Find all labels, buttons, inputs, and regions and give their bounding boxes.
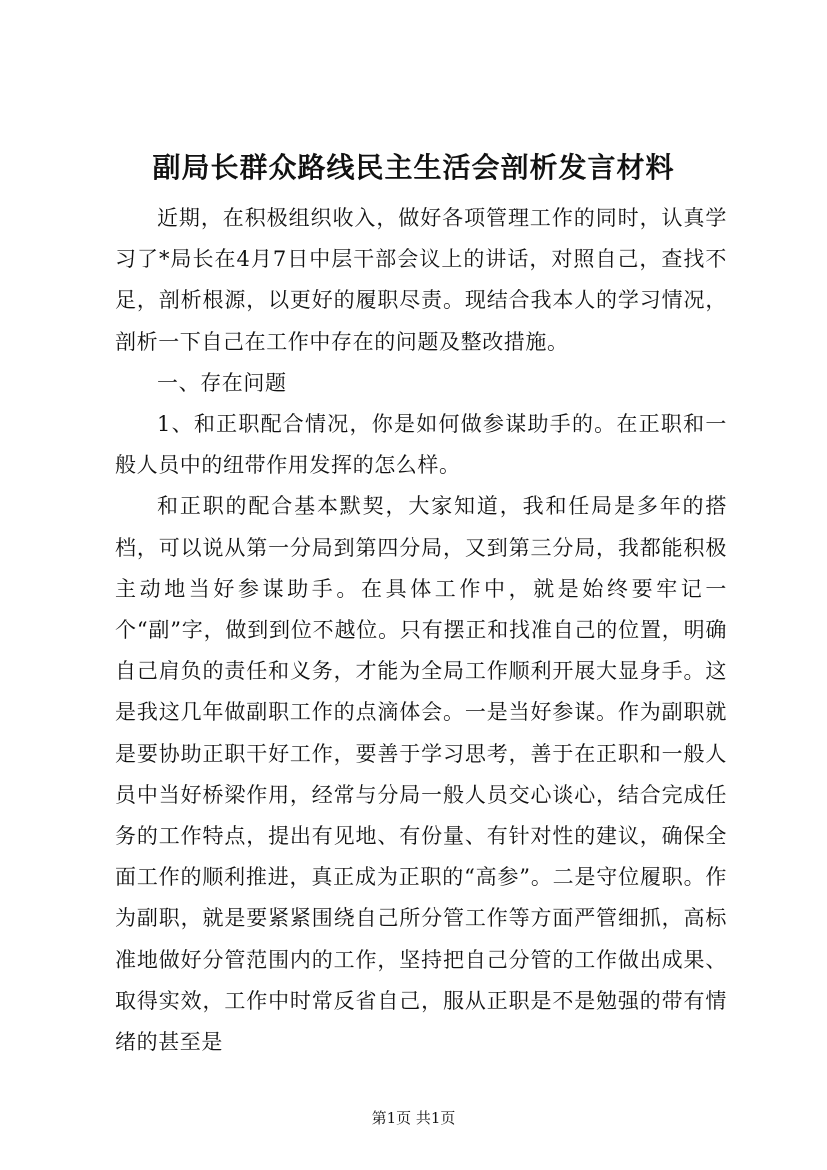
section-heading-existing-problems: 一、存在问题 (157, 370, 287, 395)
page-footer: 第1页 共1页 (371, 1109, 456, 1127)
paragraph-answer-1: 和正职的配合基本默契，大家知道，我和任局是多年的搭档，可以说从第一分局到第四分局，又到第三分局，我都能积极主动地当好参谋助手。在具体工作中，就是始终要牢记一个“副”字，做到到位不越位。只有摆正和找准自己的位置，明确自己肩负的责任和义务，才能为全局工作顺利开展大显身手。这是我这几年做副职工作的点滴体会。一是当好参谋。作为副职就是要协助正职干好工作，要善于学习思考，善于在正职和一般人员中当好桥梁作用，经常与分局一般人员交心谈心，结合完成任务的工作特点，提出有见地、有份量、有针对性的建议，确保全面工作的顺利推进，真正成为正职的“高参”。二是守位履职。作为副职，就是要紧紧围绕自己所分管工作等方面严管细抓，高标准地做好分管范围内的工作，坚持把自己分管的工作做出成果、取得实效，工作中时常反省自己，服从正职是不是勉强的带有情绪的甚至是 (115, 494, 727, 1055)
paragraph-question-1: 1、和正职配合情况，你是如何做参谋助手的。在正职和一般人员中的纽带作用发挥的怎么样。 (115, 412, 727, 478)
paragraph-intro: 近期，在积极组织收入，做好各项管理工作的同时，认真学习了*局长在4月7日中层干部会议上的讲话，对照自己，查找不足，剖析根源，以更好的履职尽责。现结合我本人的学习情况，剖析一下自己在工作中存在的问题及整改措施。 (115, 206, 727, 354)
document-title: 副局长群众路线民主生活会剖析发言材料 (152, 151, 675, 184)
document-body (115, 198, 727, 1063)
